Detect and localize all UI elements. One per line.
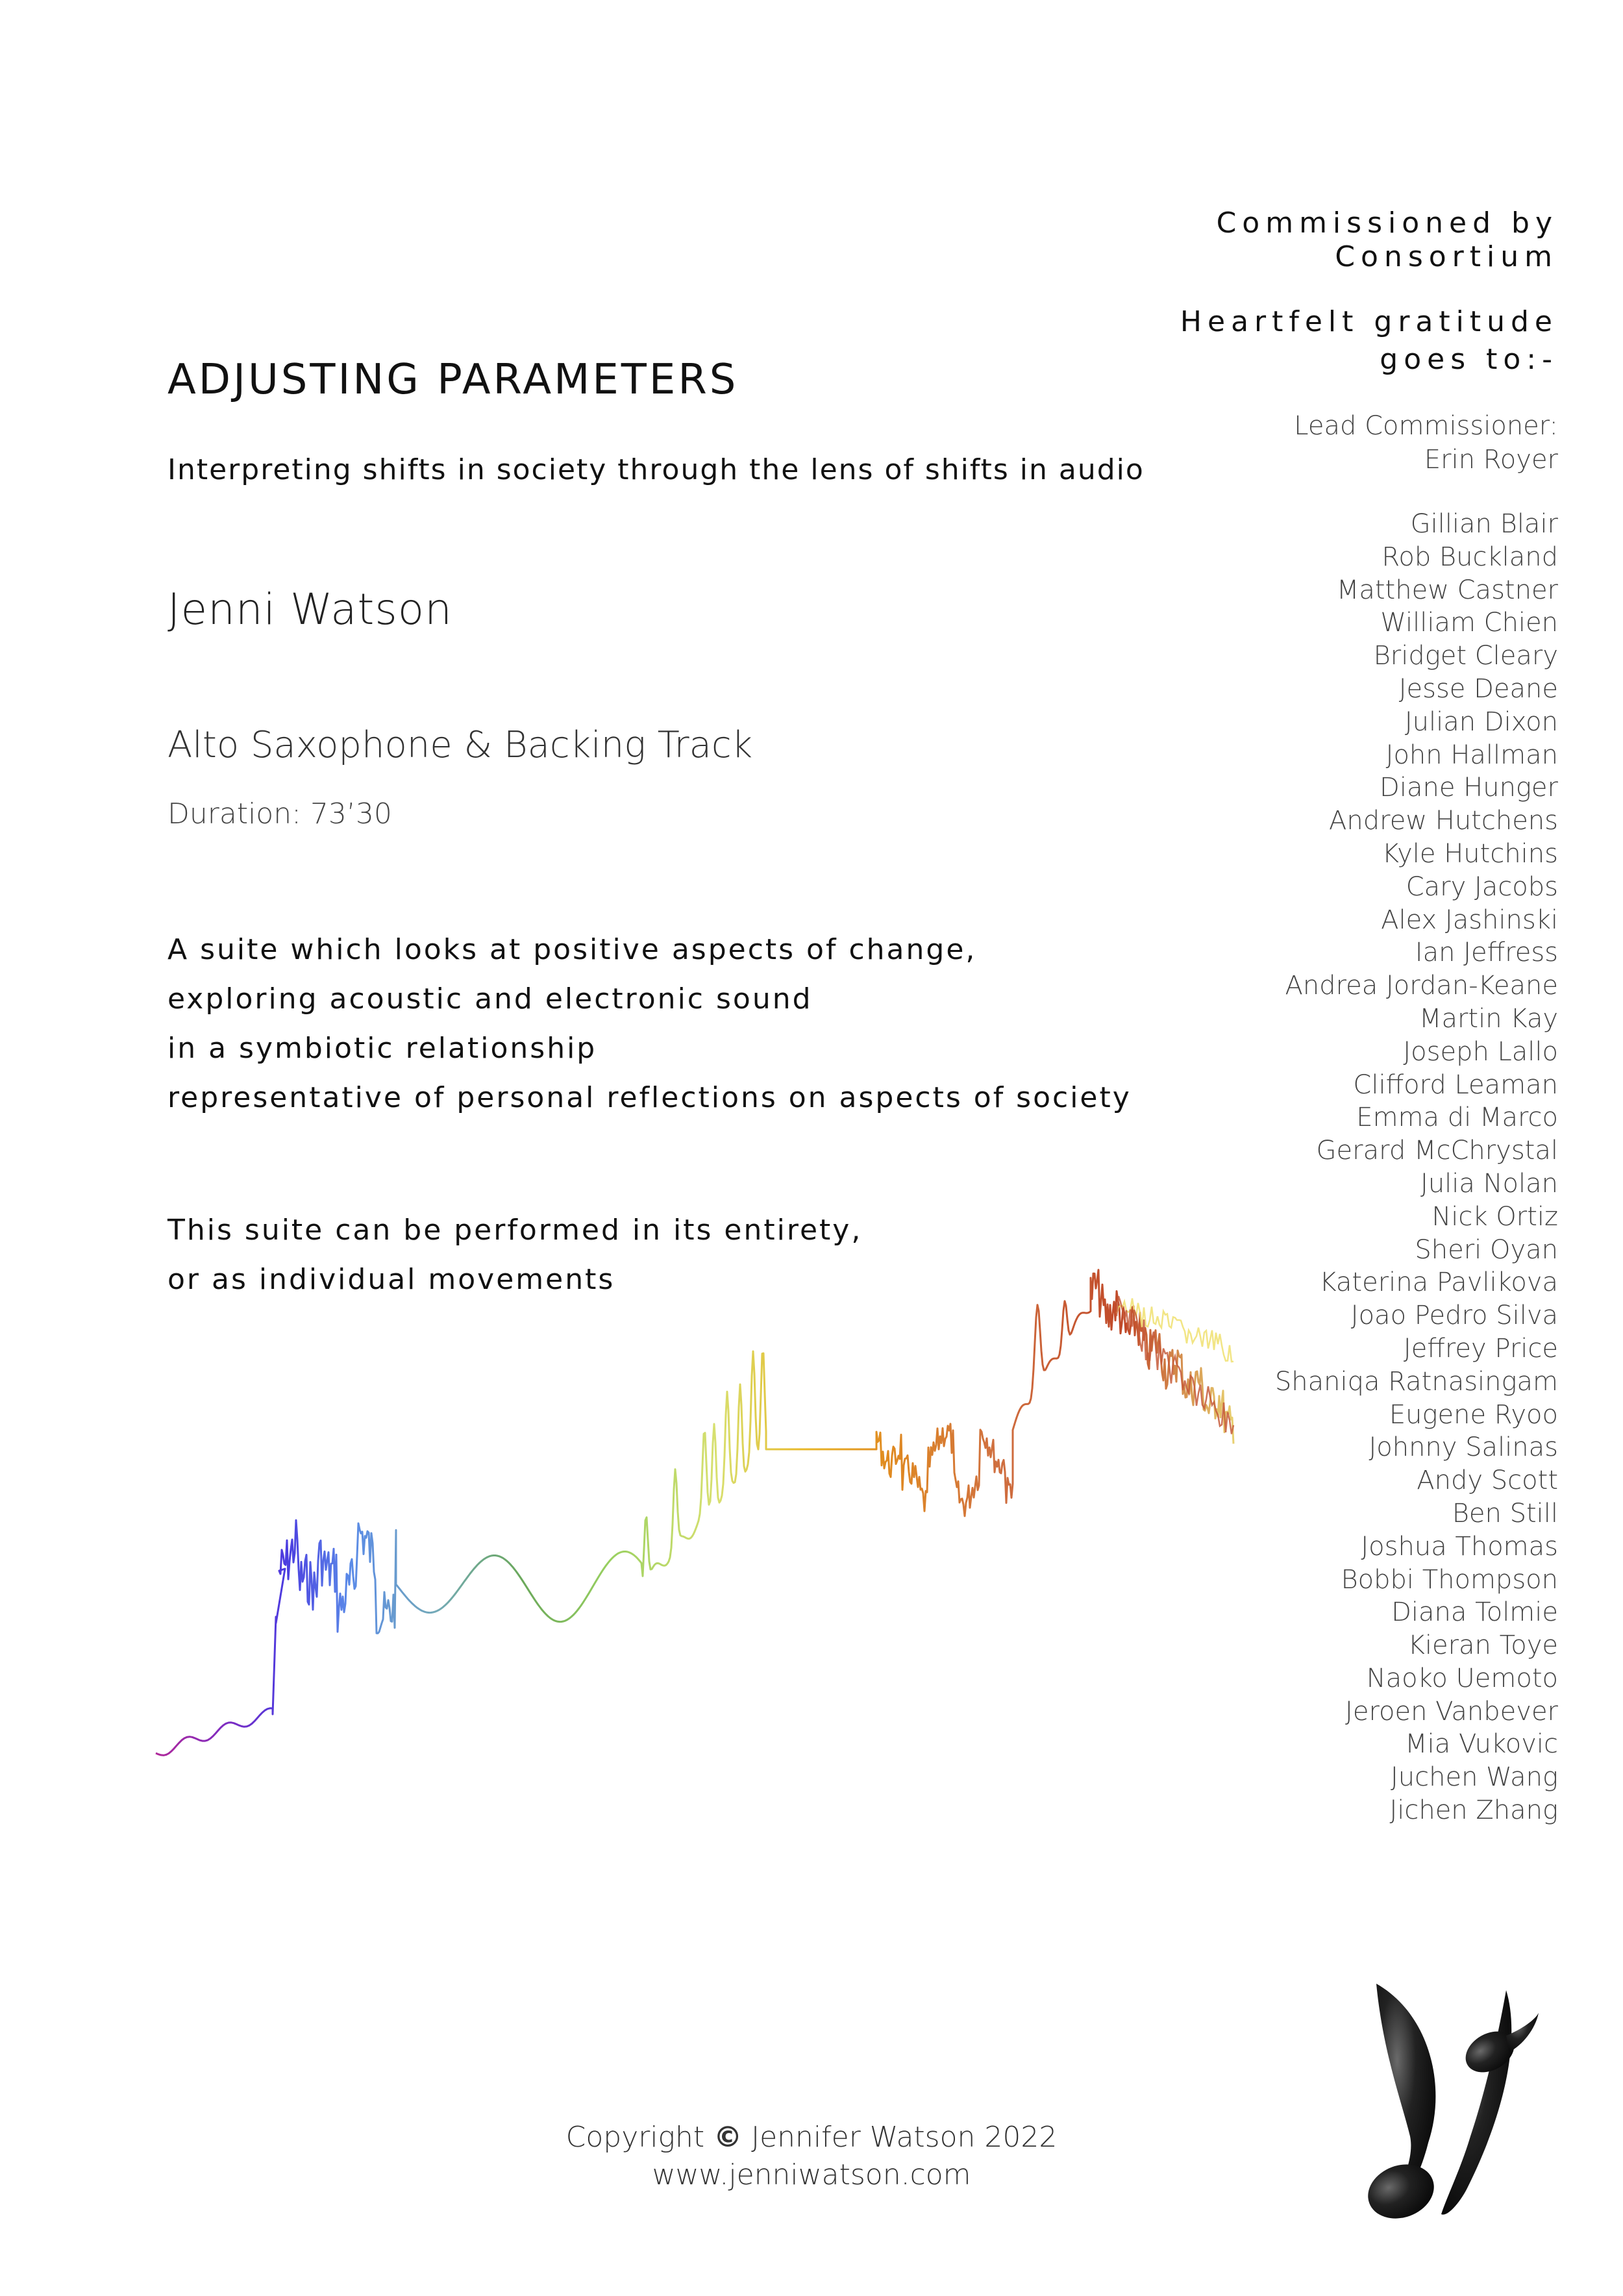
consortium-member: Julian Dixon <box>1404 706 1558 737</box>
consortium-member: Gerard McChrystal <box>1316 1136 1558 1166</box>
consortium-member: Andrea Jordan-Keane <box>1285 971 1558 1001</box>
website-link[interactable]: www.jenniwatson.com <box>652 2158 971 2191</box>
description <box>167 925 1132 1123</box>
description-line: exploring acoustic and electronic sound <box>167 982 813 1016</box>
consortium-member: Joseph Lallo <box>1403 1036 1558 1067</box>
composer-name: Jenni Watson <box>167 584 453 634</box>
commissioned-line: Consortium <box>1335 240 1558 273</box>
consortium-member: William Chien <box>1380 608 1558 638</box>
consortium-member: Bridget Cleary <box>1373 641 1558 671</box>
consortium-member: Sheri Oyan <box>1415 1234 1558 1265</box>
consortium-member: Jichen Zhang <box>1389 1795 1558 1826</box>
description-line: A suite which looks at positive aspects of change, <box>167 933 977 966</box>
description-line: representative of personal reflections on aspects of society <box>167 1081 1132 1114</box>
consortium-member: Andy Scott <box>1417 1466 1558 1496</box>
consortium-list <box>1275 508 1558 1827</box>
performance-note <box>167 1206 862 1304</box>
consortium-member: Bobbi Thompson <box>1341 1564 1558 1595</box>
gratitude-line: Heartfelt gratitude <box>1180 305 1558 338</box>
consortium-member: John Hallman <box>1385 740 1558 770</box>
consortium-member: Ian Jeffress <box>1415 938 1558 968</box>
consortium-member: Clifford Leaman <box>1353 1069 1558 1100</box>
consortium-member: Mia Vukovic <box>1405 1729 1558 1760</box>
consortium-member: Diane Hunger <box>1380 773 1558 803</box>
consortium-member: Martin Kay <box>1419 1003 1558 1034</box>
copyright-holder: Jennifer Watson 2022 <box>751 2121 1058 2154</box>
description-line: in a symbiotic relationship <box>167 1032 597 1065</box>
consortium-member: Matthew Castner <box>1336 575 1558 605</box>
commissioned-line: Commissioned by <box>1216 206 1558 240</box>
lead-commissioner-label: Lead Commissioner: <box>1294 411 1558 441</box>
consortium-member: Gillian Blair <box>1410 509 1558 539</box>
consortium-member: Johnny Salinas <box>1369 1432 1558 1463</box>
duration: Duration: 73’30 <box>167 797 392 830</box>
consortium-member: Katerina Pavlikova <box>1319 1267 1558 1298</box>
consortium-member: Kieran Toye <box>1407 1630 1558 1661</box>
consortium-member: Eugene Ryoo <box>1389 1399 1558 1430</box>
piece-subtitle: Interpreting shifts in society through the lens of shifts in audio <box>167 453 1145 486</box>
consortium-member: Shaniqa Ratnasingam <box>1274 1366 1558 1397</box>
gratitude-line: goes to:- <box>1380 343 1558 376</box>
consortium-member: Jeroen Vanbever <box>1345 1696 1558 1727</box>
consortium-member: Jesse Deane <box>1398 673 1558 704</box>
lead-commissioner-name: Erin Royer <box>1424 445 1558 475</box>
consortium-member: Nick Ortiz <box>1431 1201 1558 1232</box>
consortium-member: Julia Nolan <box>1420 1168 1558 1199</box>
piece-title: ADJUSTING PARAMETERS <box>167 356 739 404</box>
consortium-member: Ben Still <box>1452 1498 1558 1529</box>
lead-commissioner <box>1294 409 1558 477</box>
consortium-member: Naoko Uemoto <box>1366 1663 1558 1693</box>
waveform-line <box>156 1270 1233 1756</box>
copyright-prefix: Copyright <box>565 2121 705 2154</box>
consortium-member: Joshua Thomas <box>1361 1531 1558 1562</box>
consortium-member: Joao Pedro Silva <box>1350 1301 1558 1331</box>
performance-note-line: or as individual movements <box>167 1263 615 1296</box>
jw-logo-icon <box>1350 1974 1545 2234</box>
copyright-icon: © <box>713 2121 743 2154</box>
consortium-member: Diana Tolmie <box>1391 1597 1558 1628</box>
performance-note-line: This suite can be performed in its entirety, <box>167 1214 863 1247</box>
consortium-member: Rob Buckland <box>1381 542 1558 572</box>
commissioned-by <box>1217 206 1558 274</box>
gratitude-heading <box>1180 303 1558 379</box>
consortium-member: Andrew Hutchens <box>1329 806 1558 836</box>
consortium-member: Jeffrey Price <box>1403 1333 1558 1364</box>
consortium-member: Alex Jashinski <box>1381 905 1558 935</box>
consortium-member: Emma di Marco <box>1356 1103 1558 1133</box>
instrumentation: Alto Saxophone & Backing Track <box>167 724 753 766</box>
consortium-member: Cary Jacobs <box>1406 871 1558 902</box>
consortium-member: Juchen Wang <box>1390 1762 1558 1793</box>
consortium-member: Kyle Hutchins <box>1381 838 1558 869</box>
